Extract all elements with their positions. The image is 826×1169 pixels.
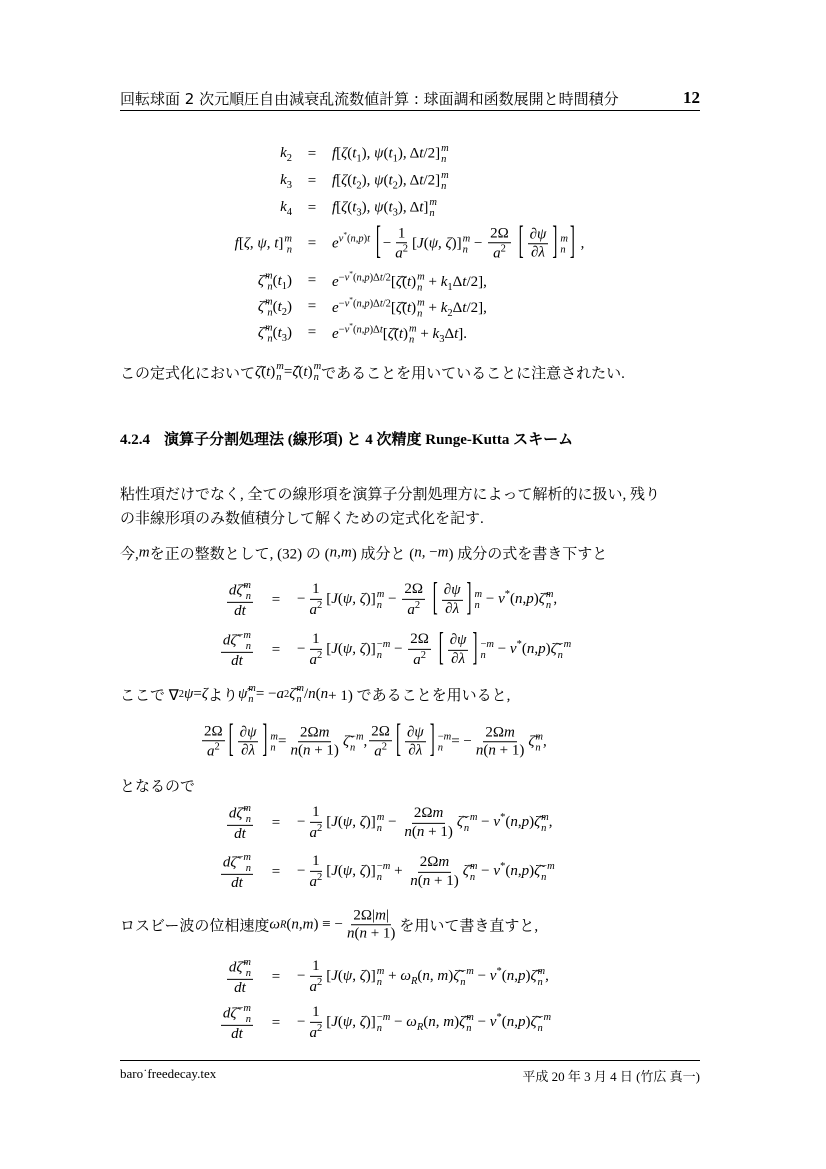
page-number: 12 bbox=[683, 88, 700, 107]
eq-lhs: $k_4$ bbox=[280, 198, 292, 218]
eq-rhs: $f[\zeta(t_2)$, $\psi(t_2)$, Δt/2] m n bbox=[332, 169, 449, 192]
eq-lhs: dζ m n dt bbox=[228, 802, 251, 842]
eq-rhs: − $\frac{1}{a^2}$ [J(ψ, ζ)] m n + $\omega_R(n$, m)ζ −m n − ν*(n,p)ζ m n , bbox=[297, 958, 549, 995]
therefore-text: となるので bbox=[120, 779, 196, 795]
eq-lhs: dζ −m n dt bbox=[222, 629, 251, 669]
equals-sign: = bbox=[271, 968, 281, 985]
eq-rhs: $e^{-\nu^*(n,p)\Delta t/2}[\zetã(t)$ m n + $k_1\Delta t/2$], bbox=[332, 268, 487, 294]
equals-sign: = bbox=[307, 199, 317, 216]
eq-lhs: dζ m n dt bbox=[228, 956, 251, 996]
eq-rhs: $e^{-\nu^*(n,p)\Delta t/2}[\zetã(t)$ m n + $k_2\Delta t/2$], bbox=[332, 294, 487, 320]
eq-rhs: $e^{\nu^*(n,p)t}$ [ − $\frac{1}{a^2}$ [J(ψ, ζ)] m n − $\frac{2\Omega}{a^2}$ [ $\frac{\partial\psi}{\partial\lambda}$ ] m n ] , bbox=[332, 221, 585, 264]
rossby-text: ロスビー波の位相速度 ω R ( n , m ) ≡ − $\frac{2\Omega|m|}{n(n + 1)}$ を用いて書き直すと, bbox=[120, 907, 539, 942]
equals-sign: = bbox=[271, 591, 281, 608]
eq-rhs: − $\frac{1}{a^2}$ [J(ψ, ζ)] −m n + $\frac{2\Omega m}{n(n + 1)}$ ζ m n − ν*(n,p)ζ −m n bbox=[297, 853, 555, 890]
eq-lhs: f[ζ, ψ, t] m n bbox=[234, 232, 292, 255]
eq-lhs: dζ −m n dt bbox=[222, 851, 251, 891]
equals-sign: = bbox=[307, 324, 317, 341]
running-header bbox=[120, 88, 700, 109]
eq-lhs: $k_2$ bbox=[280, 144, 292, 164]
eq-lhs: ζ m n $(t_2)$ bbox=[257, 295, 292, 318]
eq-rhs: − $\frac{1}{a^2}$ [J(ψ, ζ)] m n − $\frac{2\Omega m}{n(n + 1)}$ ζ −m n − ν*(n,p)ζ m n , bbox=[297, 804, 553, 841]
equals-sign: = bbox=[307, 172, 317, 189]
header-rule bbox=[120, 110, 700, 111]
eq-lhs: dζ −m n dt bbox=[222, 1002, 251, 1042]
header-title: 回転球面 2 次元順圧自由減衰乱流数値計算 : 球面調和函数展開と時間積分 bbox=[120, 90, 619, 108]
intro-text: 今, m を正の整数として, (32) の ( n , m ) 成分と ( n , − m ) 成分の式を書き下すと bbox=[120, 544, 608, 563]
section-number: 4.2.4 bbox=[120, 432, 150, 448]
eq-lhs: dζ m n dt bbox=[228, 579, 251, 619]
eq-lhs: $k_3$ bbox=[280, 171, 292, 191]
eq-rhs: − $\frac{1}{a^2}$ [J(ψ, ζ)] −m n − $\omega_R(n$, m)ζ m n − ν*(n,p)ζ −m n bbox=[297, 1004, 552, 1041]
equals-sign: = bbox=[271, 641, 281, 658]
footer-rule bbox=[120, 1060, 700, 1061]
equals-sign: = bbox=[271, 863, 281, 880]
equals-sign: = bbox=[307, 145, 317, 162]
equals-sign: = bbox=[271, 1014, 281, 1031]
section-heading bbox=[120, 428, 573, 449]
eq-rhs: − $\frac{1}{a^2}$ [J(ψ, ζ)] −m n − $\frac{2\Omega}{a^2}$ [ $\frac{\partial\psi}{\partial\lambda}$ ] −m n − ν*(n,p)ζ −m n bbox=[297, 627, 572, 670]
eq-rhs: $f[\zeta(t_1)$, $\psi(t_1)$, Δt/2] m n bbox=[332, 142, 449, 165]
footer-filename: baro˙freedecay.tex bbox=[120, 1066, 217, 1081]
equals-sign: = bbox=[307, 235, 317, 252]
paragraph-line: 粘性項だけでなく, 全ての線形項を演算子分割処理方によって解析的に扱い, 残り bbox=[120, 487, 661, 503]
running-footer bbox=[120, 1066, 700, 1082]
equals-sign: = bbox=[307, 272, 317, 289]
eq-lhs: ζ m n $(t_1)$ bbox=[257, 269, 292, 292]
paragraph-line: の非線形項のみ数値積分して解くための定式化を記す. bbox=[120, 511, 484, 527]
note-text: この定式化において ζ ̃( t ) m n = ζ ̂( t ) m n であることを用いていることに注意されたい. bbox=[120, 360, 625, 383]
eq-lhs: ζ m n $(t_3)$ bbox=[257, 321, 292, 344]
eq-rhs: $f[\zeta(t_3)$, $\psi(t_3)$, Δt] m n bbox=[332, 196, 438, 219]
footer-date-author: 平成 20 年 3 月 4 日 (竹広 真一) bbox=[522, 1069, 700, 1084]
section-title: 演算子分割処理法 (線形項) と 4 次精度 Runge-Kutta スキーム bbox=[164, 432, 574, 448]
equals-sign: = bbox=[307, 298, 317, 315]
eq-rhs: − $\frac{1}{a^2}$ [J(ψ, ζ)] m n − $\frac{2\Omega}{a^2}$ [ $\frac{\partial\psi}{\partial\lambda}$ ] m n − ν*(n,p)ζ m n , bbox=[297, 577, 558, 620]
here-text: ここで ∇ 2 ψ = ζ より ψ m n = − a 2 ζ m n / n ( n + 1) であることを用いると, bbox=[120, 682, 511, 705]
equals-sign: = bbox=[271, 814, 281, 831]
relation-equation: $\frac{2\Omega}{a^2}$ [ $\frac{\partial\psi}{\partial\lambda}$ ] m n = $\frac{2\Omega m}{n(n + 1)}$ ζ −m n , $\frac{2\Omega}{a^2}$ [ $\frac{\partial\psi}{\partial\lambda}$ ] −m n = − $\frac{2\Omega m}{n(n + 1)}$ ζ m n , bbox=[204, 719, 547, 762]
eq-rhs: $e^{-\nu^*(n,p)\Delta t}[\zetã(t)$ m n + $k_3\Delta t$]. bbox=[332, 320, 468, 346]
